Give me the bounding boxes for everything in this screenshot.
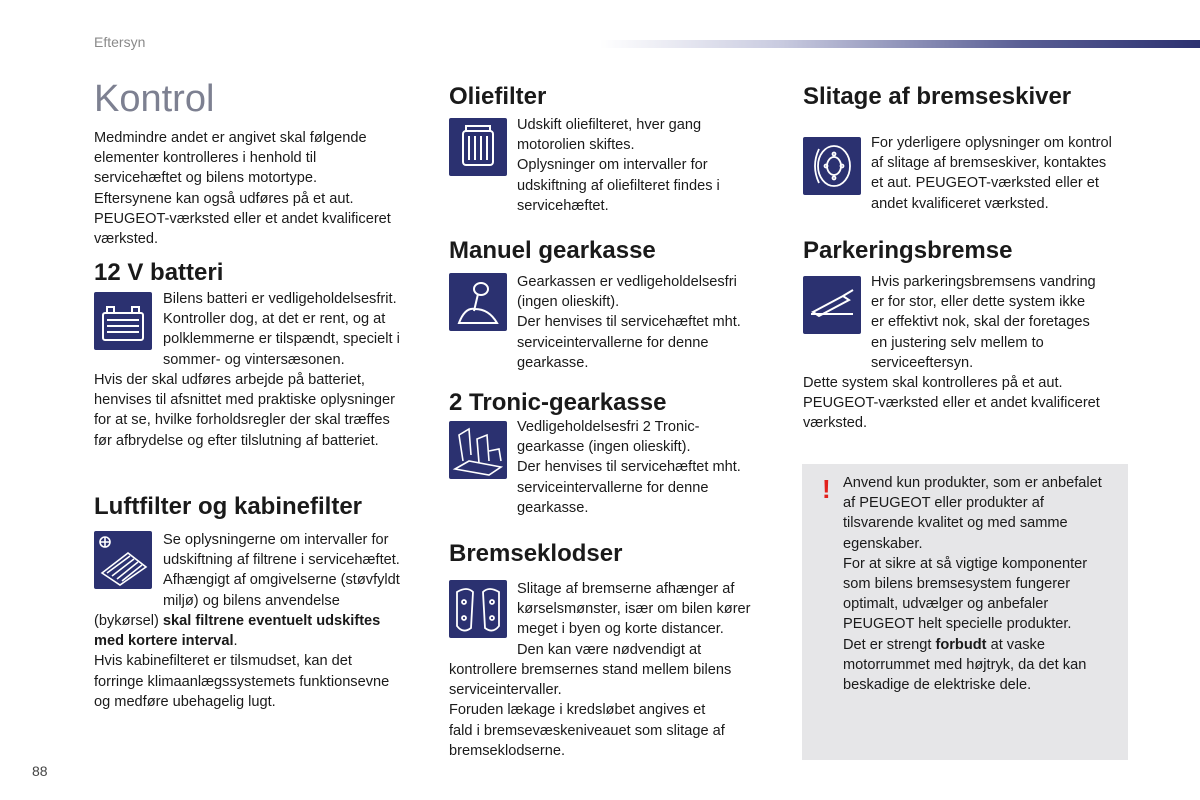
brake-pads-heading: Bremseklodser	[449, 540, 623, 567]
parking-brake-text-indented: Hvis parkeringsbremsens vandring er for stor, eller dette system ikke er effektivt nok, skal der foretages en justering selv mellem to serviceeftersyn.	[871, 274, 1096, 371]
battery-text: Hvis der skal udføres arbejde på batteriet, henvises til afsnittet med praktiske oplysninger for at se, hvilke forholdsregler der skal træffes før afbrydelse og efter tilslutning af batteriet.	[94, 372, 395, 449]
header-bar	[600, 40, 1200, 48]
warning-text: Anvend kun produkter, som er anbefalet af PEUGEOT eller produkter af tilsvarende kvalitet og med samme egenskaber. For at sikre at så vigtige komponenter som bilens bremsesystem fungerer optimalt, udvælger og anbefaler PEUGEOT helt specielle produkter. Det er strengt forbudt at vaske motorrummet med højtryk, da det kan beskadige de elektriske dele.	[843, 475, 1102, 694]
oil-filter-heading: Oliefilter	[449, 83, 547, 110]
page-number: 88	[32, 763, 48, 779]
battery-text-indented: Bilens batteri er vedligeholdelsesfrit. Kontroller dog, at det er rent, og at polklemmerne er tilspændt, specielt i sommer- og vintersæsonen.	[163, 291, 400, 368]
air-filter-text: (bykørsel) skal filtrene eventuelt udskiftes med kortere interval. Hvis kabinefilteret er tilsmudset, kan det forringe klimaanlægssystemets funktionsevne og medføre ubehagelig lugt.	[94, 613, 390, 710]
air-filter-icon	[94, 531, 152, 589]
tronic-gearbox-text: Vedligeholdelsesfri 2 Tronic- gearkasse (ingen olieskift). Der henvises til servicehæftet mht. serviceintervallerne for denne gearkasse.	[517, 419, 741, 516]
brake-discs-heading: Slitage af bremseskiver	[803, 83, 1072, 110]
brake-pads-text: kontrollere bremsernes stand mellem bilens serviceintervaller. Foruden lækage i kredsløbet angives et fald i bremsevæskeniveauet som slitage af bremseklodserne.	[449, 662, 732, 759]
brake-disc-icon	[803, 137, 861, 195]
parking-brake-text: Dette system skal kontrolleres på et aut. PEUGEOT-værksted eller et andet kvalificeret værksted.	[803, 375, 1100, 432]
air-filter-heading: Luftfilter og kabinefilter	[94, 493, 363, 520]
tronic-gearbox-heading: 2 Tronic-gearkasse	[449, 389, 667, 416]
oil-filter-text: Udskift oliefilteret, hver gang motorolien skiftes. Oplysninger om intervaller for udskiftning af oliefilteret findes i servicehæftet.	[517, 117, 720, 214]
battery-heading: 12 V batteri	[94, 259, 224, 286]
manual-gearbox-text: Gearkassen er vedligeholdelsesfri (ingen olieskift). Der henvises til servicehæftet mht. serviceintervallerne for denne gearkasse.	[517, 274, 741, 371]
brake-pads-icon	[449, 580, 507, 638]
tronic-gearbox-icon	[449, 421, 507, 479]
brake-discs-text: For yderligere oplysninger om kontrol af slitage af bremseskiver, kontaktes et aut. PEUGEOT-værksted eller et andet kvalificeret værksted.	[871, 135, 1112, 212]
air-filter-text-indented: Se oplysningerne om intervaller for udskiftning af filtrene i servicehæftet. Afhængigt af omgivelserne (støvfyldt miljø) og bilens anvendelse	[163, 532, 400, 609]
section-label: Eftersyn	[94, 34, 146, 50]
gear-lever-icon	[449, 273, 507, 331]
parking-brake-heading: Parkeringsbremse	[803, 237, 1013, 264]
parking-brake-icon	[803, 276, 861, 334]
brake-pads-text-indented: Slitage af bremserne afhænger af kørselsmønster, især om bilen kører meget i byen og korte distancer. Den kan være nødvendigt at	[517, 581, 751, 658]
warning-exclamation-icon: !	[822, 474, 831, 504]
intro-text: Medmindre andet er angivet skal følgende elementer kontrolleres i henhold til servicehæftet og bilens motortype. Eftersynene kan også udføres på et aut. PEUGEOT-værksted eller et andet kvalificeret værksted.	[94, 130, 391, 248]
battery-icon	[94, 292, 152, 350]
page-title: Kontrol	[94, 78, 215, 120]
oil-filter-icon	[449, 118, 507, 176]
manual-gearbox-heading: Manuel gearkasse	[449, 237, 656, 264]
